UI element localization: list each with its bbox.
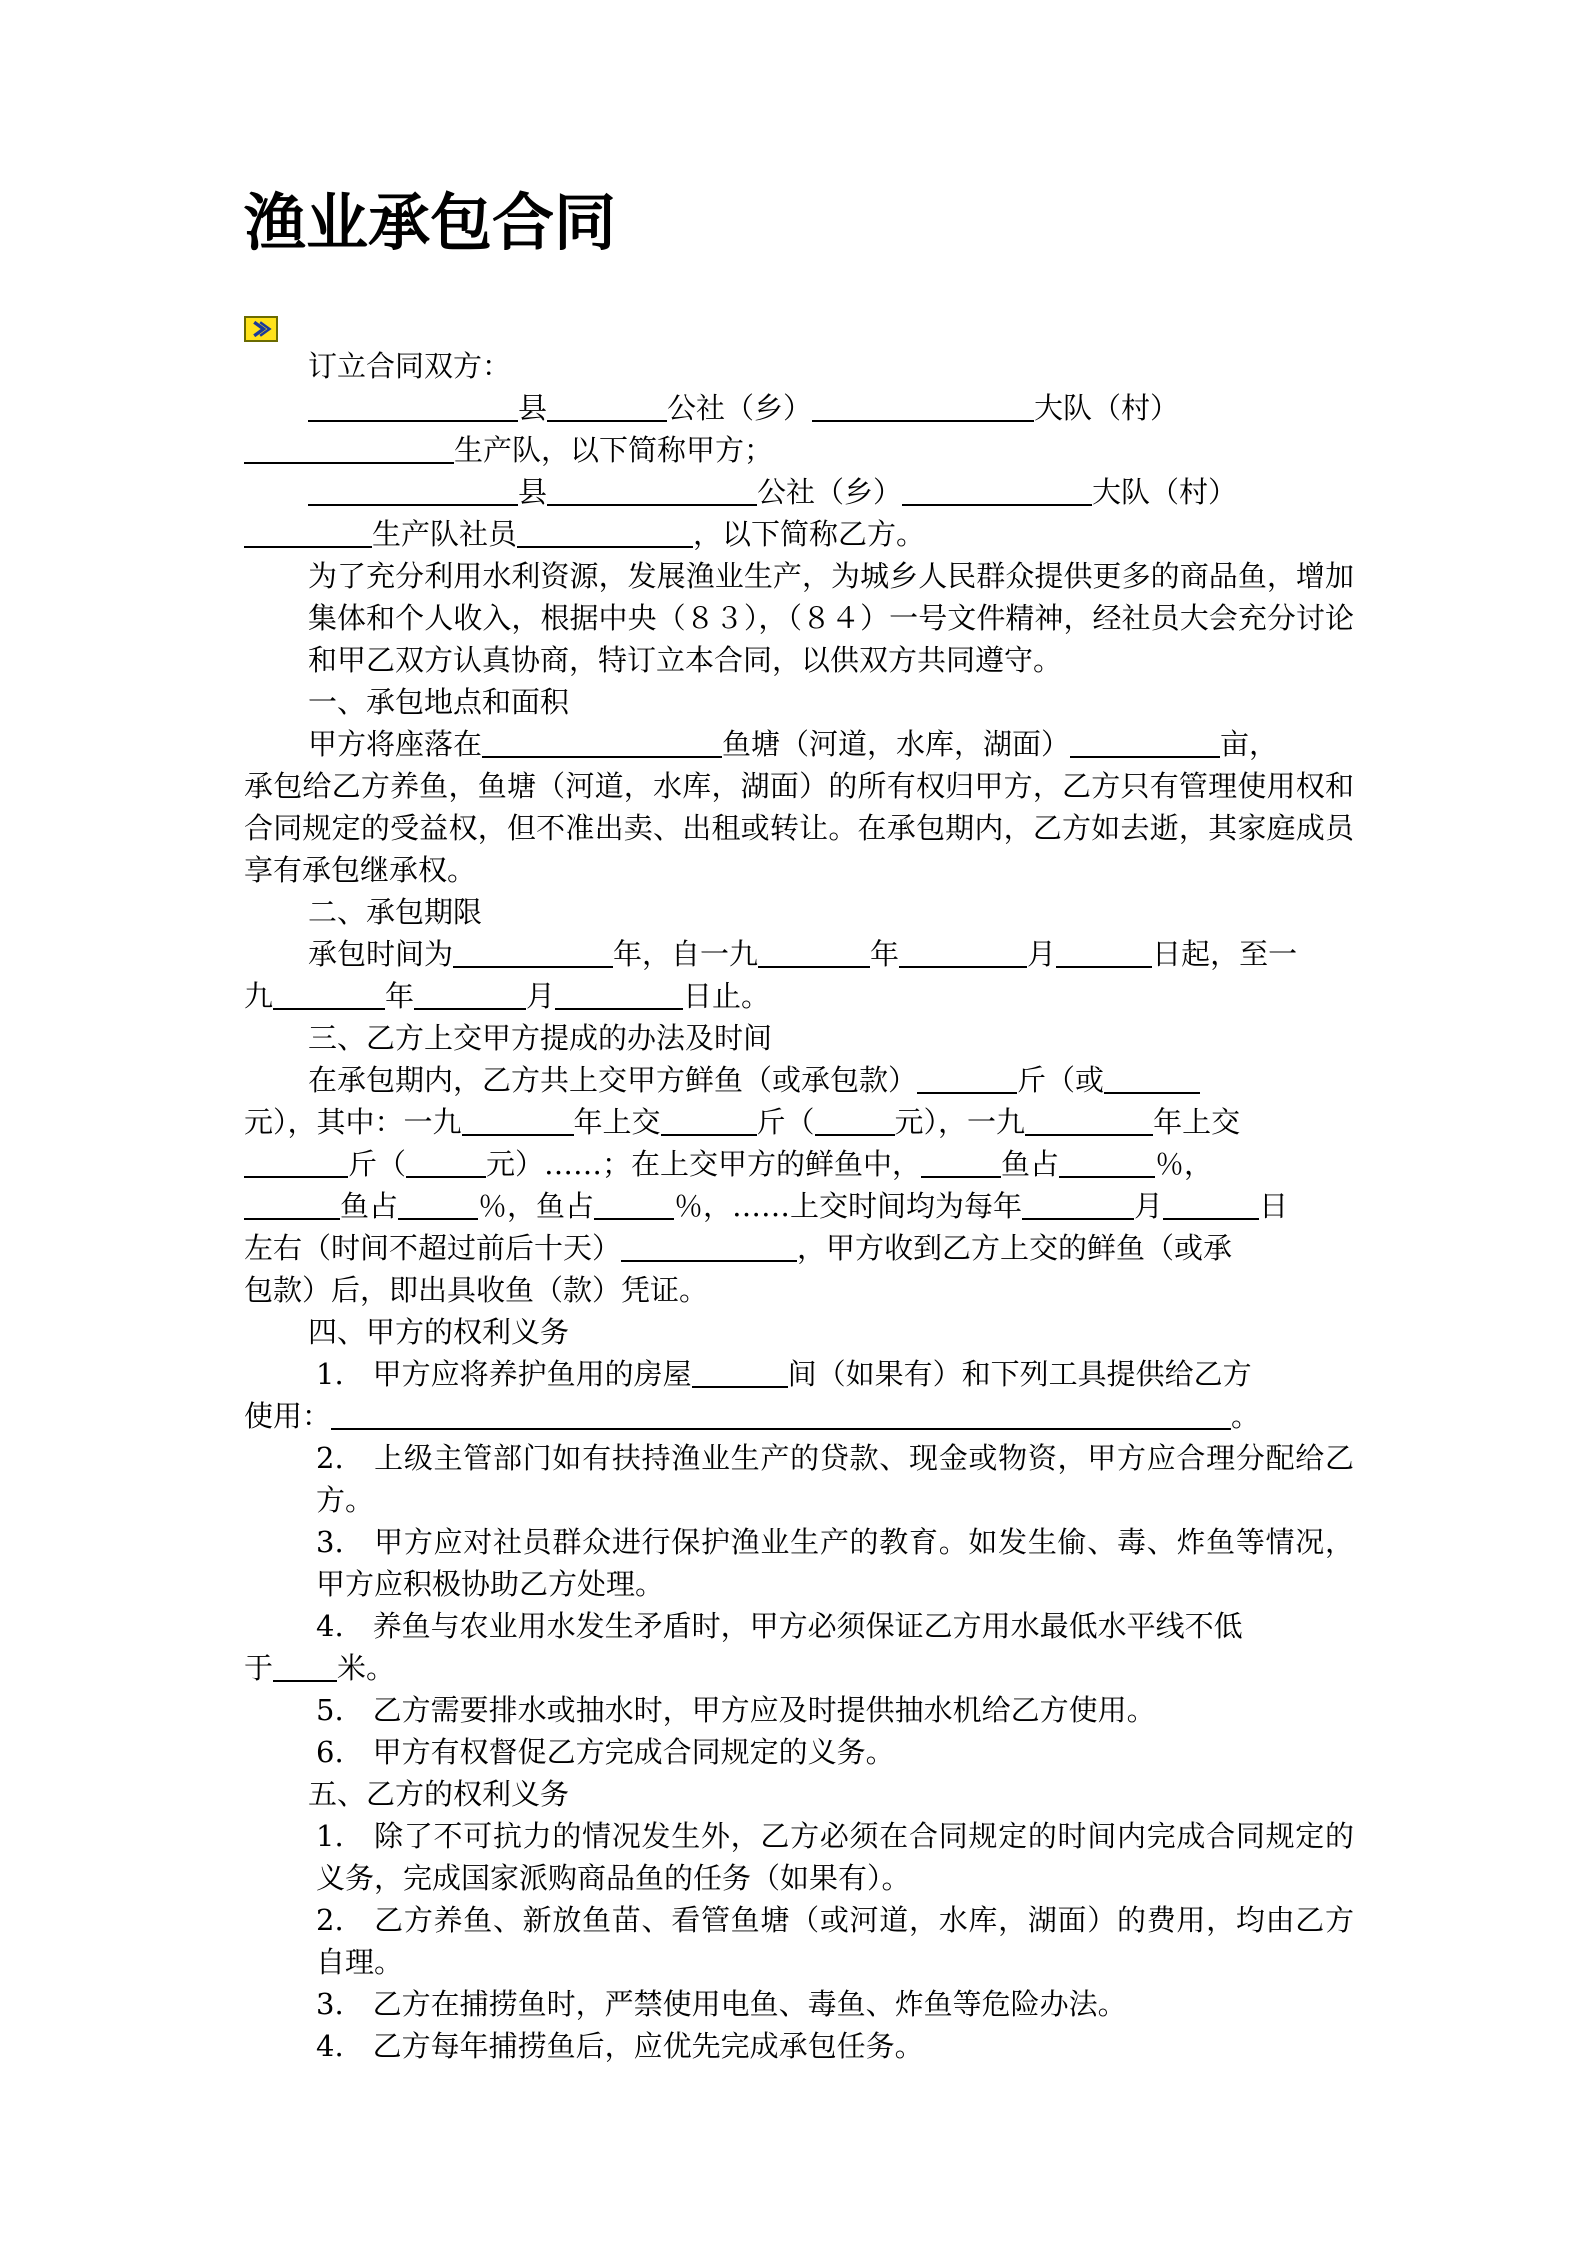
blank-field[interactable] — [244, 1146, 348, 1178]
section-3-heading: 三、乙方上交甲方提成的办法及时间 — [308, 1021, 773, 1055]
preamble: 为了充分利用水利资源，发展渔业生产，为城乡人民群众提供更多的商品鱼，增加集体和个人收入，根据中央（８３），（８４）一号文件精神，经社员大会充分讨论和甲乙双方认真协商，特订立本合同，以供双方共同遵守。 — [308, 559, 1354, 677]
blank-field[interactable] — [547, 474, 757, 506]
section-4-item-2: 2. 上级主管部门如有扶持渔业生产的贷款、现金或物资，甲方应合理分配给乙方。 — [316, 1441, 1354, 1517]
party-a-line-1: 县 公社（乡） 大队（村） — [244, 387, 1354, 429]
blank-field[interactable] — [547, 390, 667, 422]
section-2-line-1: 承包时间为 年，自一九 年 月 日起，至一 — [308, 937, 1298, 971]
section-2-line-2: 九 年 月 日止。 — [244, 979, 771, 1013]
blank-field[interactable] — [1022, 1188, 1134, 1220]
blank-field[interactable] — [1059, 1146, 1155, 1178]
blank-field[interactable] — [1104, 1062, 1200, 1094]
blank-field[interactable] — [899, 936, 1027, 968]
blank-field[interactable] — [308, 474, 518, 506]
blank-field[interactable] — [244, 1188, 340, 1220]
section-4-item-3: 3. 甲方应对社员群众进行保护渔业生产的教育。如发生偷、毒、炸鱼等情况，甲方应积极协助乙方处理。 — [316, 1525, 1354, 1601]
blank-field[interactable] — [331, 1398, 1231, 1430]
section-4-item-5: 5. 乙方需要排水或抽水时，甲方应及时提供抽水机给乙方使用。 — [316, 1693, 1156, 1727]
blank-field[interactable] — [661, 1104, 757, 1136]
blank-field[interactable] — [406, 1146, 486, 1178]
section-4-item-4-line-1: 4. 养鱼与农业用水发生矛盾时，甲方必须保证乙方用水最低水平线不低 — [316, 1609, 1243, 1643]
blank-field[interactable] — [921, 1146, 1001, 1178]
section-3-line-6: 包款）后，即出具收鱼（款）凭证。 — [244, 1273, 709, 1307]
party-a-line-2: 生产队，以下简称甲方； — [244, 429, 1354, 471]
section-5-item-1: 1. 除了不可抗力的情况发生外，乙方必须在合同规定的时间内完成合同规定的义务，完成国家派购商品鱼的任务（如果有）。 — [316, 1819, 1354, 1895]
section-5-heading: 五、乙方的权利义务 — [308, 1777, 570, 1811]
blank-field[interactable] — [414, 978, 526, 1010]
blank-field[interactable] — [244, 516, 372, 548]
blank-field[interactable] — [758, 936, 870, 968]
section-4-item-4-line-2: 于 米。 — [244, 1651, 396, 1685]
section-1-line-1: 甲方将座落在 鱼塘（河道，水库，湖面） 亩， — [308, 727, 1279, 761]
section-1-text: 承包给乙方养鱼，鱼塘（河道，水库，湖面）的所有权归甲方，乙方只有管理使用权和合同规定的受益权，但不准出卖、出租或转让。在承包期内，乙方如去逝，其家庭成员享有承包继承权。 — [244, 769, 1354, 887]
section-3-line-5: 左右（时间不超过前后十天） ，甲方收到乙方上交的鲜鱼（或承 — [244, 1231, 1233, 1265]
blank-field[interactable] — [812, 390, 1034, 422]
party-b-line-2: 生产队社员 ，以下简称乙方。 — [244, 513, 1354, 555]
section-5-item-4: 4. 乙方每年捕捞鱼后，应优先完成承包任务。 — [316, 2029, 924, 2063]
blank-field[interactable] — [1163, 1188, 1259, 1220]
section-3-line-3: 斤（ 元）……；在上交甲方的鲜鱼中， 鱼占 ％， — [244, 1143, 1354, 1185]
document-title: 渔业承包合同 — [244, 186, 617, 259]
section-4-item-6: 6. 甲方有权督促乙方完成合同规定的义务。 — [316, 1735, 895, 1769]
blank-field[interactable] — [273, 978, 385, 1010]
party-b-line-1: 县 公社（乡） 大队（村） — [244, 471, 1354, 513]
section-3-line-4: 鱼占 ％，鱼占 ％，……上交时间均为每年 月 日 — [244, 1185, 1354, 1227]
section-4-heading: 四、甲方的权利义务 — [308, 1315, 570, 1349]
blank-field[interactable] — [555, 978, 683, 1010]
section-3-line-1: 在承包期内，乙方共上交甲方鲜鱼（或承包款） 斤（或 — [244, 1059, 1354, 1101]
blank-field[interactable] — [308, 390, 518, 422]
blank-field[interactable] — [273, 1650, 337, 1682]
section-5-item-2: 2. 乙方养鱼、新放鱼苗、看管鱼塘（或河道，水库，湖面）的费用，均由乙方自理。 — [316, 1903, 1354, 1979]
document-link-icon[interactable] — [244, 316, 278, 342]
section-4-item-1-line-1: 1. 甲方应将养护鱼用的房屋 间（如果有）和下列工具提供给乙方 — [316, 1357, 1252, 1391]
blank-field[interactable] — [902, 474, 1092, 506]
blank-field[interactable] — [692, 1356, 788, 1388]
blank-field[interactable] — [517, 516, 693, 548]
section-2-heading: 二、承包期限 — [308, 895, 483, 929]
blank-field[interactable] — [244, 432, 454, 464]
blank-field[interactable] — [594, 1188, 674, 1220]
blank-field[interactable] — [398, 1188, 478, 1220]
blank-field[interactable] — [1056, 936, 1152, 968]
parties-heading: 订立合同双方： — [308, 349, 512, 383]
blank-field[interactable] — [917, 1062, 1017, 1094]
blank-field[interactable] — [815, 1104, 895, 1136]
blank-field[interactable] — [482, 726, 722, 758]
section-3-line-2: 元），其中：一九 年上交 斤（ 元），一九 年上交 — [244, 1105, 1241, 1139]
blank-field[interactable] — [1070, 726, 1220, 758]
blank-field[interactable] — [462, 1104, 574, 1136]
section-5-item-3: 3. 乙方在捕捞鱼时，严禁使用电鱼、毒鱼、炸鱼等危险办法。 — [316, 1987, 1127, 2021]
section-4-item-1-line-2: 使用： 。 — [244, 1399, 1261, 1433]
section-1-heading: 一、承包地点和面积 — [308, 685, 570, 719]
contract-body — [244, 345, 1354, 2067]
blank-field[interactable] — [1025, 1104, 1153, 1136]
blank-field[interactable] — [453, 936, 613, 968]
blank-field[interactable] — [621, 1230, 797, 1262]
